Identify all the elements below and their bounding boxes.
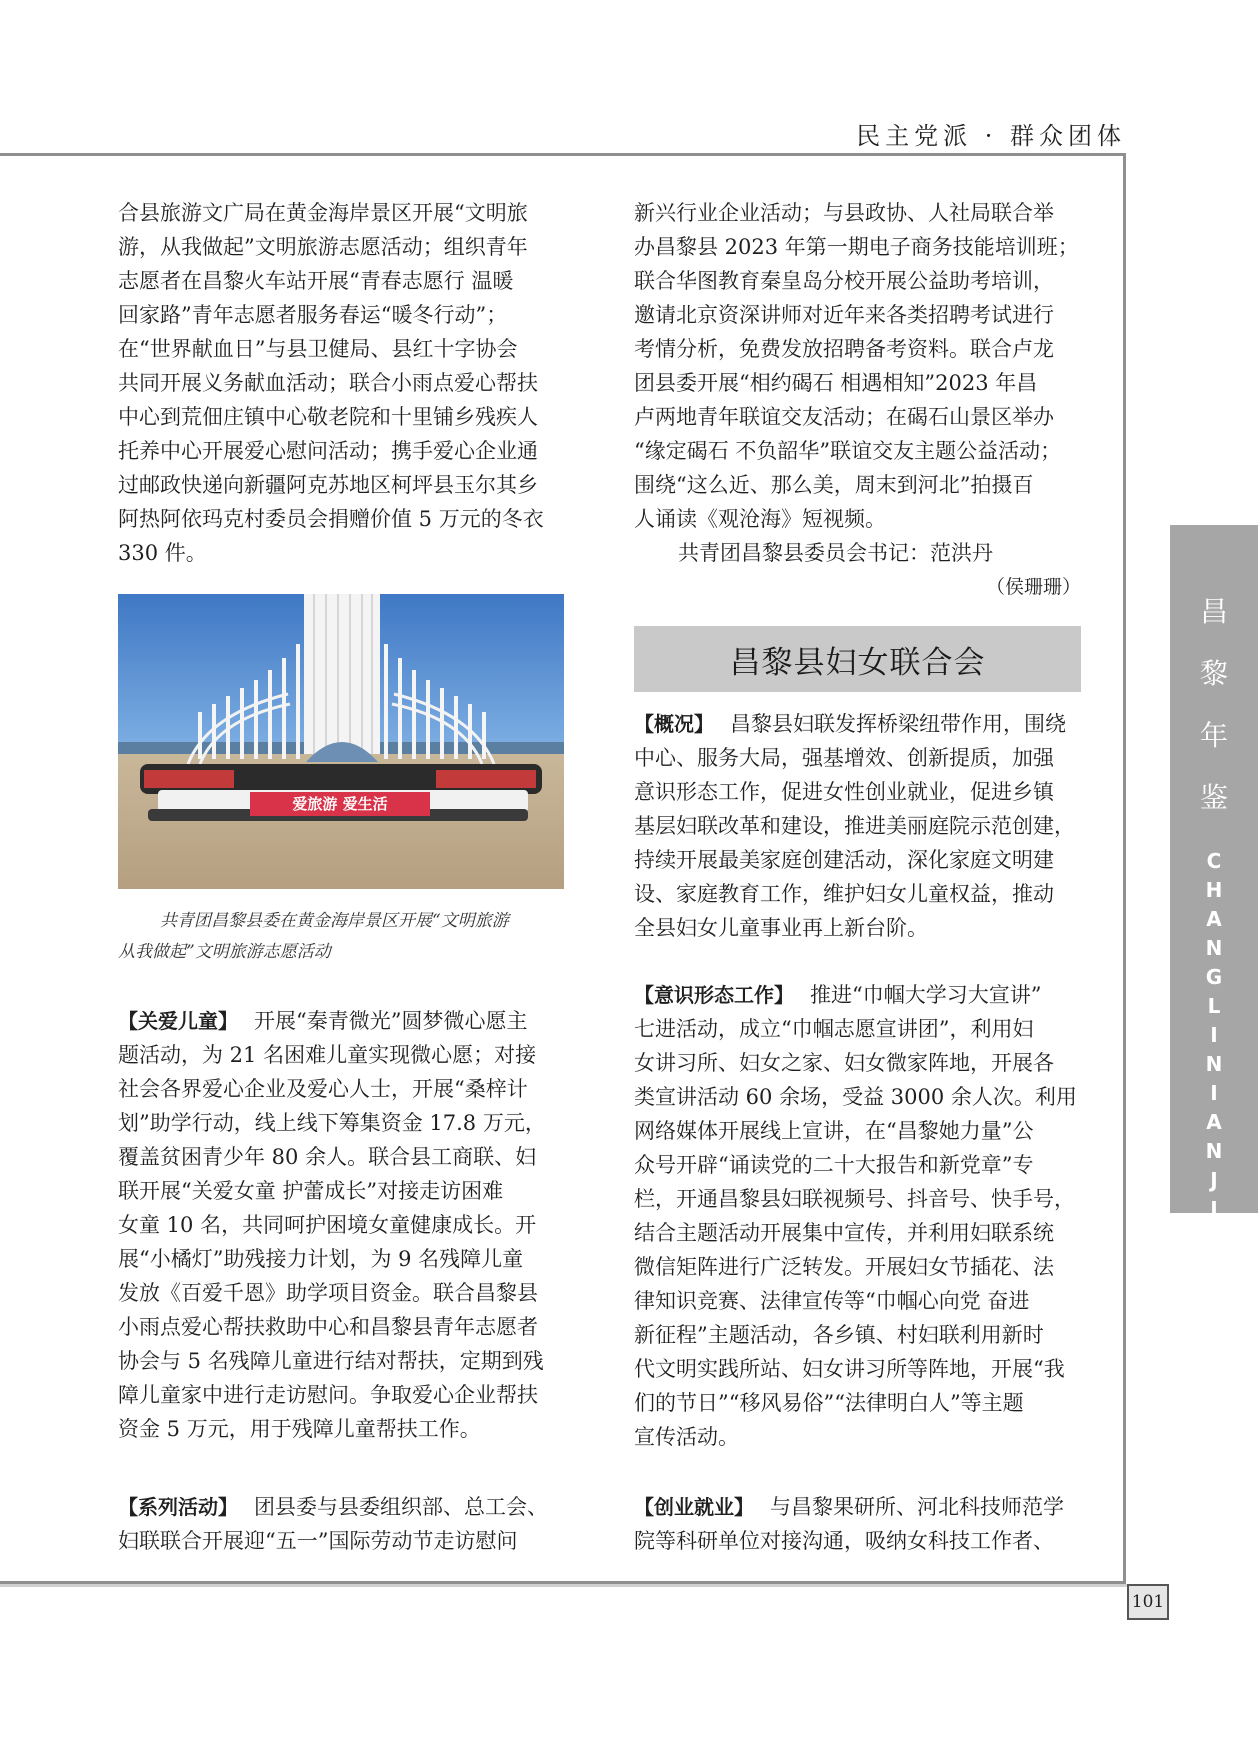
text-line: 微信矩阵进行广泛转发。开展妇女节插花、法 <box>634 1255 1054 1279</box>
text-line: 网络媒体开展线上宣讲，在“昌黎她力量”公 <box>634 1119 1034 1143</box>
photo-illustration <box>118 594 564 889</box>
text-line: 办昌黎县 2023 年第一期电子商务技能培训班； <box>634 235 1079 259</box>
tab-letter: L <box>1207 994 1221 1018</box>
text-line: 代文明实践所站、妇女讲习所等阵地，开展“我 <box>634 1357 1065 1381</box>
text-line: 意识形态工作，促进女性创业就业，促进乡镇 <box>634 780 1054 804</box>
employment-section <box>634 1490 1081 1558</box>
left-column-intro <box>118 196 564 570</box>
text-line: 围绕“这么近、那么美，周末到河北”拍摄百 <box>634 473 1034 497</box>
text-line: 推进“巾帼大学习大宣讲” <box>810 983 1042 1007</box>
tab-letter: N <box>1205 1255 1223 1279</box>
overview-section <box>634 707 1081 945</box>
text-line: 资金 5 万元，用于残障儿童帮扶工作。 <box>118 1417 481 1441</box>
text-line: 330 件。 <box>118 541 207 565</box>
text-line: 覆盖贫困青少年 80 余人。联合县工商联、妇 <box>118 1145 537 1169</box>
ideology-section <box>634 978 1081 1454</box>
text-line: 女童 10 名，共同呵护困境女童健康成长。开 <box>118 1213 537 1237</box>
text-line: 题活动，为 21 名困难儿童实现微心愿；对接 <box>118 1043 537 1067</box>
text-line: 女讲习所、妇女之家、妇女微家阵地，开展各 <box>634 1051 1054 1075</box>
tab-letter: H <box>1205 878 1223 902</box>
text-line: “缘定碣石 不负韶华”联谊交友主题公益活动； <box>634 439 1062 463</box>
section-label: 【关爱儿童】 <box>118 1009 238 1033</box>
frame-shadow <box>0 1584 1130 1587</box>
text-line: 回家路”青年志愿者服务春运“暖冬行动”； <box>118 303 508 327</box>
text-line: 中心、服务大局，强基增效、创新提质，加强 <box>634 746 1054 770</box>
text-line: 与昌黎果研所、河北科技师范学 <box>770 1495 1064 1519</box>
tab-char: 昌 <box>1199 595 1228 628</box>
text-line: 卢两地青年联谊交友活动；在碣石山景区举办 <box>634 405 1054 429</box>
text-line: 人诵读《观沧海》短视频。 <box>634 507 886 531</box>
tab-letter: I <box>1210 1023 1218 1047</box>
text-line: 们的节日”“移风易俗”“法律明白人”等主题 <box>634 1391 1024 1415</box>
text-line: 团县委开展“相约碣石 相遇相知”2023 年昌 <box>634 371 1038 395</box>
text-line: 律知识竞赛、法律宣传等“巾帼心向党 奋进 <box>634 1289 1030 1313</box>
yearbook-side-tab <box>1170 525 1258 1279</box>
photo-banner-text: 爱旅游 爱生活 <box>292 795 388 813</box>
tab-char: 鉴 <box>1199 781 1228 814</box>
text-line: 协会与 5 名残障儿童进行结对帮扶，定期到残 <box>118 1349 544 1373</box>
text-line: 过邮政快递向新疆阿克苏地区柯坪县玉尔其乡 <box>118 473 538 497</box>
text-line: 设、家庭教育工作，维护妇女儿童权益，推动 <box>634 882 1054 906</box>
text-line: 栏，开通昌黎县妇联视频号、抖音号、快手号， <box>634 1187 1075 1211</box>
section-label: 【概况】 <box>634 712 714 736</box>
tab-pinyin-title <box>1170 847 1258 1282</box>
tab-letter: A <box>1206 1226 1222 1250</box>
text-line: 院等科研单位对接沟通，吸纳女科技工作者、 <box>634 1529 1054 1553</box>
series-activities-section <box>118 1490 564 1558</box>
text-line: 托养中心开展爱心慰问活动；携手爱心企业通 <box>118 439 538 463</box>
author-credit: （侯珊珊） <box>985 576 1081 598</box>
section-label: 【系列活动】 <box>118 1495 238 1519</box>
text-line: 中心到荒佃庄镇中心敬老院和十里铺乡残疾人 <box>118 405 538 429</box>
tab-letter: A <box>1206 1110 1222 1134</box>
text-line: 发放《百爱千恩》助学项目资金。联合昌黎县 <box>118 1281 538 1305</box>
tab-letter: N <box>1205 1052 1223 1076</box>
running-header: 民主党派 · 群众团体 <box>856 122 1126 150</box>
text-line: 合县旅游文广局在黄金海岸景区开展“文明旅 <box>118 201 528 225</box>
text-line: 基层妇联改革和建设，推进美丽庭院示范创建， <box>634 814 1075 838</box>
text-line: 七进活动，成立“巾帼志愿宣讲团”，利用妇 <box>634 1017 1034 1041</box>
text-line: 阿热阿依玛克村委员会捐赠价值 5 万元的冬衣 <box>118 507 544 531</box>
text-line: 考情分析，免费发放招聘备考资料。联合卢龙 <box>634 337 1054 361</box>
text-line: 共同开展义务献血活动；联合小雨点爱心帮扶 <box>118 371 538 395</box>
tab-char: 年 <box>1199 719 1228 752</box>
tab-letter: I <box>1210 1081 1218 1105</box>
section-label: 【创业就业】 <box>634 1495 754 1519</box>
text-line: 持续开展最美家庭创建活动，深化家庭文明建 <box>634 848 1054 872</box>
text-line: 新征程”主题活动，各乡镇、村妇联利用新时 <box>634 1323 1044 1347</box>
tab-letter: J <box>1210 1168 1218 1192</box>
text-line: 划”助学行动，线上线下筹集资金 17.8 万元， <box>118 1111 546 1135</box>
caption-line: 共青团昌黎县委在黄金海岸景区开展“文明旅游 <box>160 911 509 931</box>
care-children-section <box>118 1004 564 1446</box>
section-heading-womens-federation: 昌黎县妇女联合会 <box>634 626 1081 692</box>
signature-line: 共青团昌黎县委员会书记：范洪丹 <box>678 541 993 565</box>
right-column-intro <box>634 196 1081 604</box>
volunteer-group-photo <box>118 594 564 889</box>
text-line: 昌黎县妇联发挥桥梁纽带作用，围绕 <box>730 712 1066 736</box>
text-line: 众号开辟“诵读党的二十大报告和新党章”专 <box>634 1153 1034 1177</box>
tab-chinese-title <box>1170 581 1258 829</box>
tab-letter: N <box>1205 1139 1223 1163</box>
text-line: 宣传活动。 <box>634 1425 739 1449</box>
text-line: 志愿者在昌黎火车站开展“青春志愿行 温暖 <box>118 269 514 293</box>
tab-letter: A <box>1206 907 1222 931</box>
text-line: 新兴行业企业活动；与县政协、人社局联合举 <box>634 201 1054 225</box>
text-line: 展“小橘灯”助残接力计划，为 9 名残障儿童 <box>118 1247 524 1271</box>
text-line: 联合华图教育秦皇岛分校开展公益助考培训， <box>634 269 1054 293</box>
tab-letter: N <box>1205 936 1223 960</box>
tab-letter: G <box>1205 965 1223 989</box>
text-line: 在“世界献血日”与县卫健局、县红十字协会 <box>118 337 518 361</box>
text-line: 联开展“关爱女童 护蕾成长”对接走访困难 <box>118 1179 504 1203</box>
text-line: 小雨点爱心帮扶救助中心和昌黎县青年志愿者 <box>118 1315 538 1339</box>
tab-letter: I <box>1210 1197 1218 1221</box>
text-line: 障儿童家中进行走访慰问。争取爱心企业帮扶 <box>118 1383 538 1407</box>
section-label: 【意识形态工作】 <box>634 983 794 1007</box>
text-line: 妇联联合开展迎“五一”国际劳动节走访慰问 <box>118 1529 518 1553</box>
text-line: 开展“秦青微光”圆梦微心愿主 <box>254 1009 528 1033</box>
text-line: 社会各界爱心企业及爱心人士，开展“桑梓计 <box>118 1077 528 1101</box>
text-line: 全县妇女儿童事业再上新台阶。 <box>634 916 928 940</box>
tab-letter: C <box>1206 849 1222 873</box>
text-line: 游，从我做起”文明旅游志愿活动；组织青年 <box>118 235 528 259</box>
photo-caption <box>118 906 564 968</box>
text-line: 结合主题活动开展集中宣传，并利用妇联系统 <box>634 1221 1054 1245</box>
text-line: 团县委与县委组织部、总工会、 <box>254 1495 548 1519</box>
tab-char: 黎 <box>1199 657 1228 690</box>
page-number: 101 <box>1127 1584 1169 1620</box>
text-line: 类宣讲活动 60 余场，受益 3000 余人次。利用 <box>634 1085 1077 1109</box>
text-line: 邀请北京资深讲师对近年来各类招聘考试进行 <box>634 303 1054 327</box>
caption-line: 从我做起”文明旅游志愿活动 <box>118 942 331 962</box>
